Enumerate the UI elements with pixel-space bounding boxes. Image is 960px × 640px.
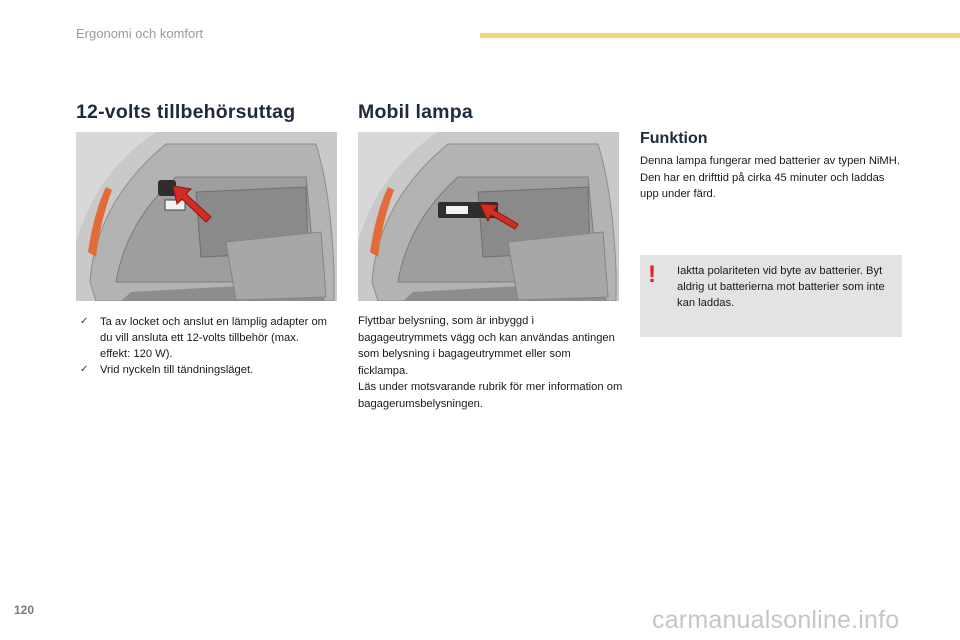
checkbox-icon: ✓	[80, 364, 89, 375]
function-description: Denna lampa fungerar med batterier av typen NiMH. Den har en drifttid på cirka 45 minuter och laddas upp under färd.	[640, 155, 900, 200]
heading-12v-socket: 12-volts tillbehörsuttag	[76, 101, 296, 123]
list-item: ✓ Vrid nyckeln till tändningsläget.	[80, 364, 254, 376]
instruction-list	[80, 314, 330, 378]
list-item: ✓ Ta av locket och anslut en lämplig adapter om du vill ansluta ett 12-volts tillbehör (max. effekt: 120 W).	[80, 316, 327, 360]
illustration-12v-socket	[76, 132, 337, 301]
heading-function: Funktion	[640, 130, 708, 147]
heading-mobile-lamp: Mobil lampa	[358, 101, 473, 123]
checkbox-icon: ✓	[80, 316, 89, 327]
header-accent-bar	[480, 33, 960, 38]
warning-text: Iaktta polariteten vid byte av batterier. Byt aldrig ut batterierna mot batterier som inte kan laddas.	[677, 265, 885, 309]
watermark: carmanualsonline.info	[652, 606, 900, 634]
warning-box	[640, 255, 902, 337]
mobile-lamp-description: Flyttbar belysning, som är inbyggd i bagageutrymmets vägg och kan användas antingen som belysning i bagageutrymmet eller som ficklampa. Läs under motsvarande rubrik för mer information om bagagerumsbelysningen.	[358, 315, 623, 410]
section-title: Ergonomi och komfort	[76, 26, 204, 41]
illustration-mobile-lamp	[358, 132, 619, 301]
page-number: 120	[14, 603, 35, 617]
warning-icon: !	[648, 261, 656, 288]
